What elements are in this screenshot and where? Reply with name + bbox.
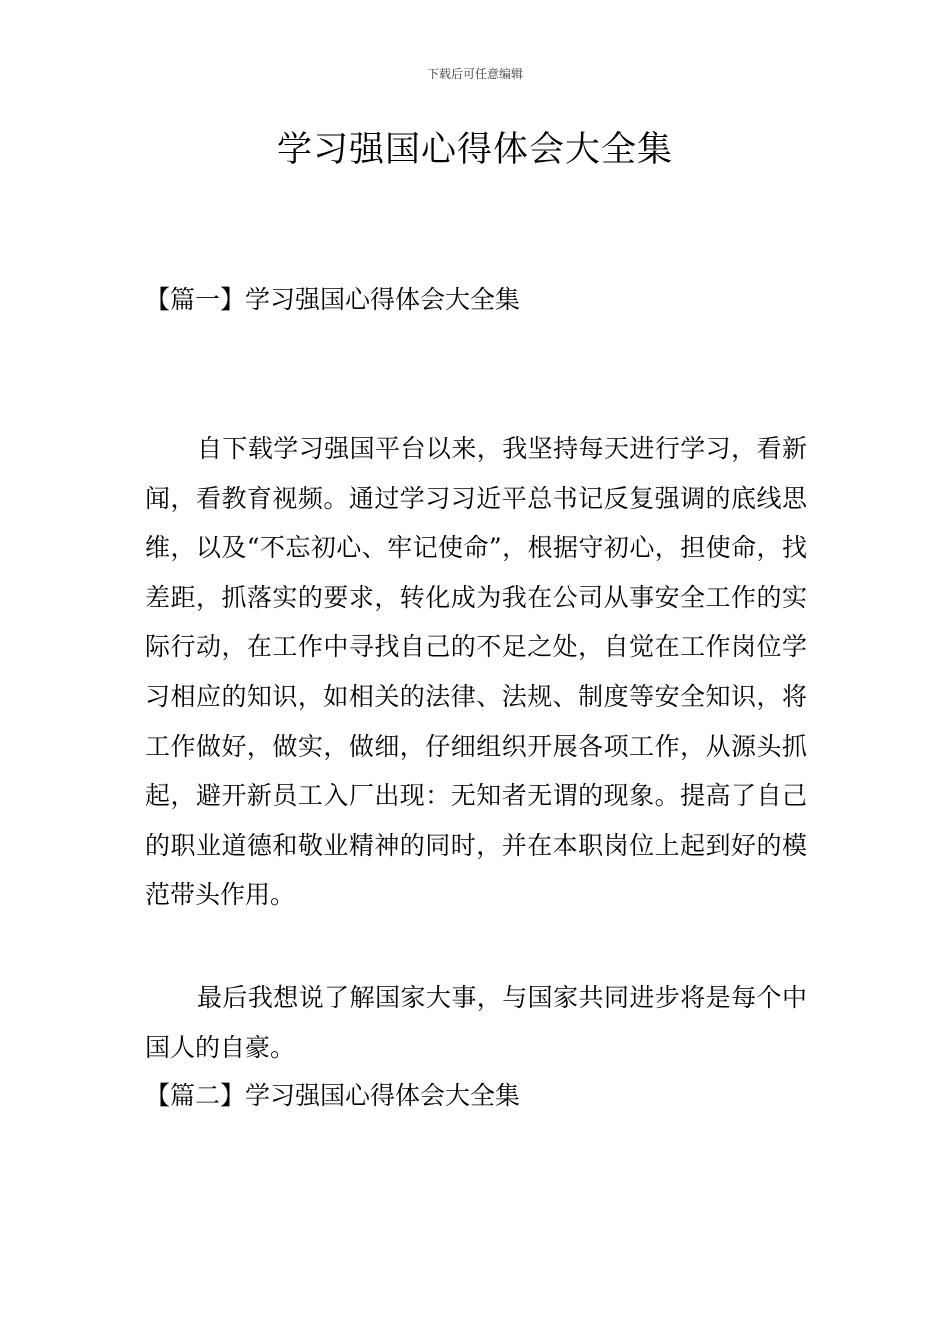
section-1-paragraph-2: 最后我想说了解国家大事，与国家共同进步将是每个中国人的自豪。 <box>145 983 807 1062</box>
document-title: 学习强国心得体会大全集 <box>276 130 673 170</box>
page-header-note: 下载后可任意编辑 <box>426 67 523 81</box>
section-heading-1: 【篇一】学习强国心得体会大全集 <box>145 285 521 314</box>
section-heading-2: 【篇二】学习强国心得体会大全集 <box>145 1081 521 1110</box>
section-1-paragraph-1: 自下载学习强国平台以来，我坚持每天进行学习，看新闻，看教育视频。通过学习习近平总书记反复强调的底线思维，以及“不忘初心、牢记使命”，根据守初心，担使命，找差距，抓落实的要求，转化成为我在公司从事安全工作的实际行动，在工作中寻找自己的不足之处，自觉在工作岗位学习相应的知识，如相关的法律、法规、制度等安全知识，将工作做好，做实，做细，仔细组织开展各项工作，从源头抓起，避开新员工入厂出现：无知者无谓的现象。提高了自己的职业道德和敬业精神的同时，并在本职岗位上起到好的模范带头作用。 <box>145 434 807 910</box>
